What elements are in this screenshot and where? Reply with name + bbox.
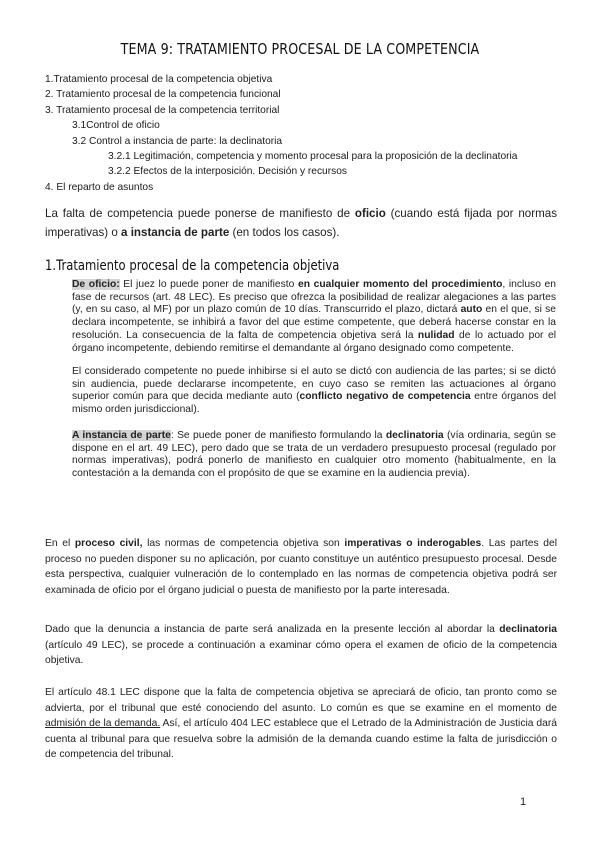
table-of-contents [45,72,517,195]
page-number: 1 [520,796,527,808]
bold-text: conflicto negativo de competencia [299,391,471,403]
paragraph-text: las normas de competencia objetiva son [142,538,345,549]
bold-text: auto [460,304,483,316]
intro-bold-instancia: a instancia de parte [121,225,230,239]
toc-item: 3.1Control de oficio [72,120,160,132]
intro-bold-oficio: oficio [354,207,386,220]
articulo-48-paragraph [45,685,557,763]
paragraph-text: Así, el artículo 404 LEC establece que el Letrado de la Administración de Justicia dará cuenta al tribunal para que resuelva sobre la admisión de la demanda cuando estime la falta de jurisdicción o de competencia del tribunal. [45,718,557,761]
toc-item: 3. Tratamiento procesal de la competencia territorial [45,104,280,116]
toc-item: 4. El reparto de asuntos [45,181,154,193]
toc-item: 3.2.1 Legitimación, competencia y momento procesal para la proposición de la declinatoria [108,151,518,163]
proceso-civil-paragraph [45,536,557,598]
paragraph-text: entre órganos del mismo orden jurisdiccional). [72,391,556,416]
intro-text: (en todos los casos). [229,225,340,239]
toc-item: 1.Tratamiento procesal de la competencia objetiva [45,74,273,85]
oficio-label: De oficio: [72,279,120,290]
paragraph-text: Dado que la denuncia a instancia de parte será analizada en la presente lección al abordar la [45,624,500,635]
paragraph-text: El artículo 48.1 LEC dispone que la falta de competencia objetiva se apreciará de oficio, tan pronto como se advierta, por el tribunal que esté conociendo del asunto. Lo común es que se examine en el momento de [45,687,557,714]
intro-text: (cuando está fijada por normas imperativas) o [45,207,557,239]
considerado-paragraph [72,366,556,417]
paragraph-text: (artículo 49 LEC), se procede a continuación a examinar cómo opera el examen de oficio de la competencia objetiva. [45,639,557,667]
oficio-paragraph [72,279,556,355]
instancia-label: A instancia de parte [72,430,171,441]
bold-text: declinatoria [499,624,557,635]
paragraph-text: El juez lo puede poner de manifiesto [119,279,298,290]
document-title: TEMA 9: TRATAMIENTO PROCESAL DE LA COMPETENCIA [120,40,480,58]
paragraph-text: El considerado competente no puede inhibirse si el auto se dictó con audiencia de las partes; si se dictó sin audiencia, puede declararse incompetente, en cuyo caso se remiten las actuaciones al órgano superior común para que decida mediante auto ( [72,366,556,403]
paragraph-text: , incluso en fase de recursos (art. 48 LEC). Es preciso que ofrezca la posibilidad de realizar alegaciones a las partes (y, en su caso, al MF) por un plazo común de 10 días. Transcurrido el plazo, dictará [72,279,556,316]
intro-text: La falta de competencia puede ponerse de manifiesto de [45,207,355,220]
bold-text: imperativas o inderogables [344,538,482,549]
paragraph-text: En el [45,538,75,549]
paragraph-text: (vía ordinaria, según se dispone en el art. 49 LEC), pero dado que se trata de un verdadero presupuesto procesal (regulado por normas imperativas), podrá ponerlo de manifiesto en cualquier otro momento (habitualmente, en la contestación a la demanda con el propósito de que se examine en la audiencia previa). [72,430,556,480]
paragraph-text: : Se puede poner de manifiesto formulando la [170,430,386,441]
bold-text: proceso civil, [74,538,143,549]
toc-item: 3.2.2 Efectos de la interposición. Decisión y recursos [108,166,347,178]
intro-paragraph [45,205,557,242]
bold-text: declinatoria [385,430,444,441]
bold-text: nulidad [417,329,455,341]
underlined-text: admisión de la demanda. [45,718,161,730]
instancia-paragraph [72,430,556,481]
paragraph-text: de lo actuado por el órgano incompetente, debiendo remitirse el demandante al órgano designado como competente. [72,329,556,354]
section-heading: 1.Tratamiento procesal de la competencia objetiva [45,258,340,274]
denuncia-paragraph [45,622,557,669]
bold-text: en cualquier momento del procedimiento [297,279,503,290]
paragraph-text: en el que, si se declara incompetente, se inhibirá a favor del que estime competente, que deberá hacerse constar en la resolución. La consecuencia de la falta de competencia objetiva será la [72,304,556,341]
toc-item: 3.2 Control a instancia de parte: la declinatoria [72,135,283,147]
toc-item: 2. Tratamiento procesal de la competencia funcional [45,89,281,101]
paragraph-text: . Las partes del proceso no pueden disponer su no aplicación, por cuanto constituye un auténtico presupuesto procesal. Desde esta perspectiva, cualquier vulneración de lo contemplado en las normas de competencia objetiva podrá ser examinada de oficio por el órgano judicial o puesta de manifiesto por la parte interesada. [45,538,557,596]
